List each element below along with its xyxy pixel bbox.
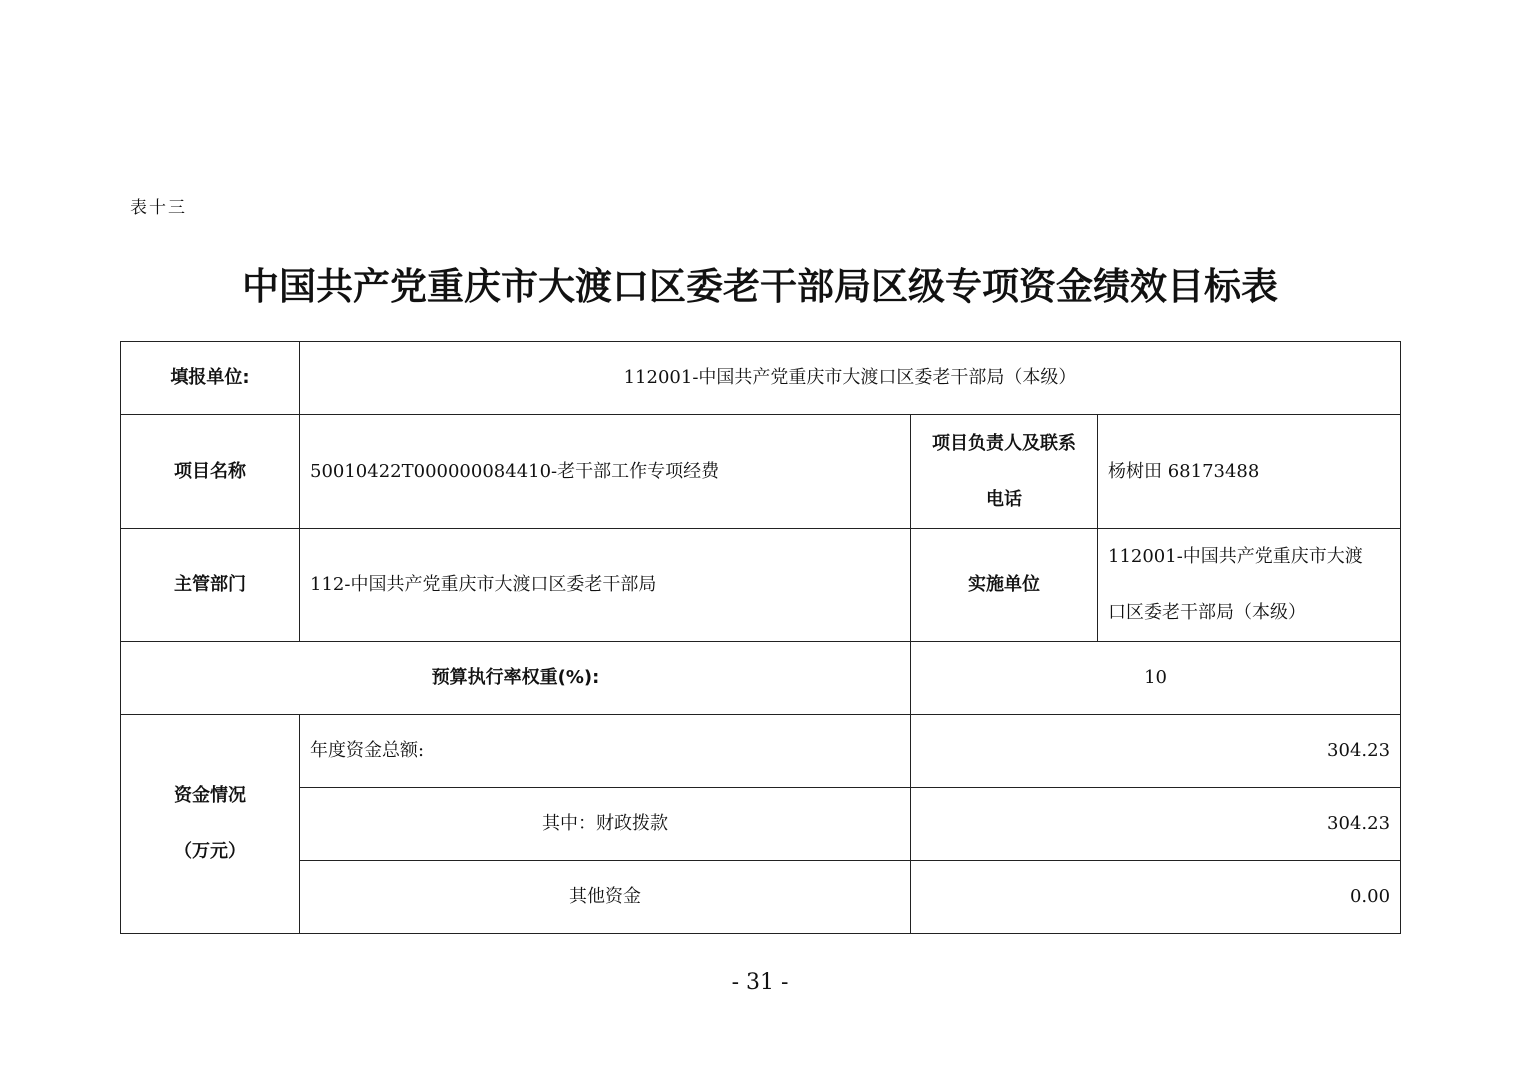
budget-weight-label: 预算执行率权重(%): [121,642,911,715]
fiscal-value: 304.23 [911,788,1401,861]
fiscal-row [121,788,1401,861]
other-funds-value: 0.00 [911,861,1401,934]
reporting-unit-row [121,342,1401,415]
funds-label [121,715,300,934]
implementing-unit-value [1098,529,1401,642]
competent-dept-label: 主管部门 [121,529,300,642]
performance-target-table [120,341,1401,934]
competent-dept-value: 112-中国共产党重庆市大渡口区委老干部局 [300,529,911,642]
funds-label-line2: （万元） [174,841,246,862]
funds-label-line1: 资金情况 [174,785,246,806]
budget-weight-value: 10 [911,642,1401,715]
page-title: 中国共产党重庆市大渡口区委老干部局区级专项资金绩效目标表 [242,264,1278,308]
project-name-label: 项目名称 [121,415,300,529]
reporting-unit-label: 填报单位: [121,342,300,415]
reporting-unit-value: 112001-中国共产党重庆市大渡口区委老干部局（本级） [300,342,1401,415]
table-number-label: 表十三 [130,198,187,218]
other-funds-row [121,861,1401,934]
project-contact-value: 杨树田 68173488 [1098,415,1401,529]
project-name-value: 50010422T000000084410-老干部工作专项经费 [300,415,911,529]
project-contact-label [911,415,1098,529]
page-number: - 31 - [731,970,789,995]
annual-total-value: 304.23 [911,715,1401,788]
project-contact-label-line1: 项目负责人及联系 [932,432,1076,454]
annual-total-label: 年度资金总额: [300,715,911,788]
annual-total-row [121,715,1401,788]
fiscal-label: 其中：财政拨款 [300,788,911,861]
implementing-unit-value-line1: 112001-中国共产党重庆市大渡 [1108,546,1363,567]
project-contact-label-line2: 电话 [986,488,1022,510]
budget-weight-row [121,642,1401,715]
implementing-unit-value-line2: 口区委老干部局（本级） [1108,602,1306,623]
competent-dept-row [121,529,1401,642]
other-funds-label: 其他资金 [300,861,911,934]
project-name-row [121,415,1401,529]
implementing-unit-label: 实施单位 [911,529,1098,642]
